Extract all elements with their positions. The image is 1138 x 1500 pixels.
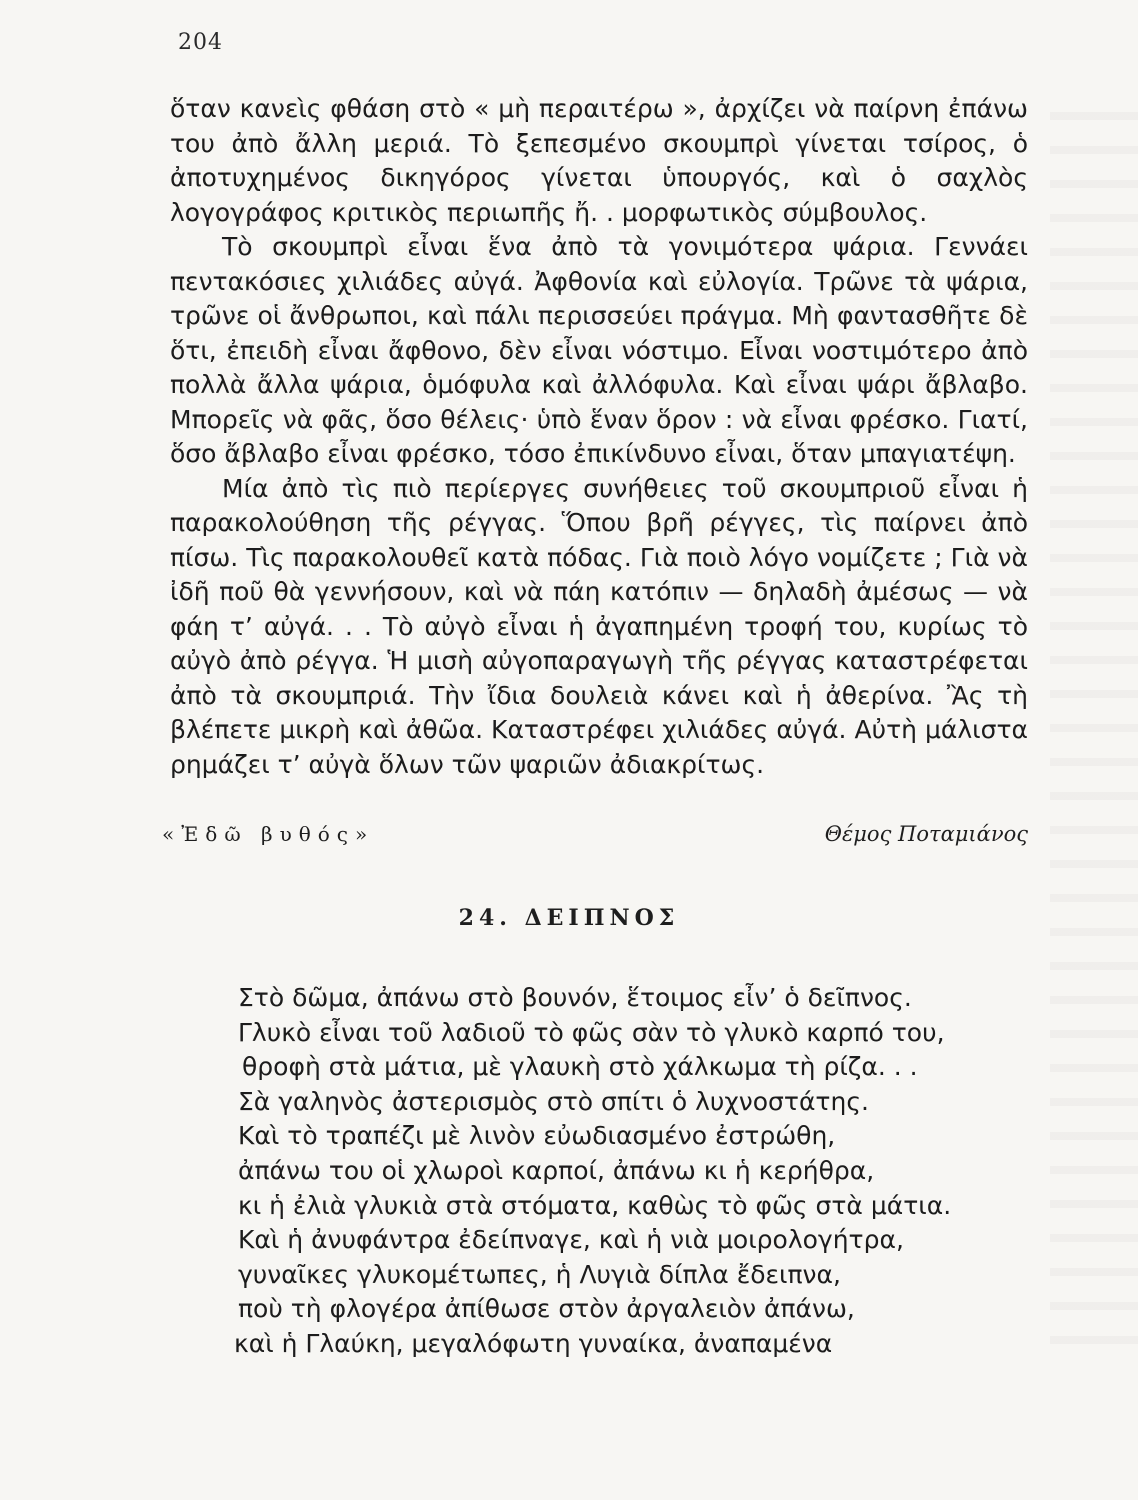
poem-line: Γλυκὸ εἶναι τοῦ λαδιοῦ τὸ φῶς σὰν τὸ γλυκὸ καρπό του, xyxy=(238,1017,945,1047)
poem-line: κι ἡ ἐλιὰ γλυκιὰ στὰ στόματα, καθὼς τὸ φῶς στὰ μάτια. xyxy=(238,1190,952,1220)
poem-line: γυναῖκες γλυκομέτωπες, ἡ Λυγιὰ δίπλα ἔδειπνα, xyxy=(238,1259,841,1289)
prose-passage xyxy=(170,92,1028,782)
paragraph-1: ὅταν κανεὶς φθάση στὸ « μὴ περαιτέρω », ἀρχίζει νὰ παίρνη ἐπάνω του ἀπὸ ἄλλη μεριά. Τὸ ξεπεσμένο σκουμπρὶ γίνεται τσίρος, ὁ ἀποτυχημένος δικηγόρος γίνεται ὑπουργός, καὶ ὁ σαχλὸς λογογράφος κριτικὸς περιωπῆς ἤ. . μορφωτικὸς σύμβουλος. xyxy=(170,94,1028,227)
poem-line: καὶ ἡ Γλαύκη, μεγαλόφωτη γυναίκα, ἀναπαμένα xyxy=(234,1328,833,1358)
paragraph-3: Μία ἀπὸ τὶς πιὸ περίεργες συνήθειες τοῦ σκουμπριοῦ εἶναι ἡ παρακολούθηση τῆς ρέγγας. Ὅπου βρῆ ρέγγες, τὶς παίρνει ἀπὸ πίσω. Τὶς παρακολουθεῖ κατὰ πόδας. Γιὰ ποιὸ λόγο νομίζετε ; Γιὰ νὰ ἰδῆ ποῦ θὰ γεννήσουν, καὶ νὰ πάη κατόπιν — δηλαδὴ ἀμέσως — νὰ φάη τ’ αὐγά. . . Τὸ αὐγὸ εἶναι ἡ ἀγαπημένη τροφή του, κυρίως τὸ αὐγὸ ἀπὸ ρέγγα. Ἡ μισὴ αὐγοπαραγωγὴ τῆς ρέγγας καταστρέφεται ἀπὸ τὰ σκουμπριά. Τὴν ἴδια δουλειὰ κάνει καὶ ἡ ἀθερίνα. Ἂς τὴ βλέπετε μικρὴ καὶ ἀθῶα. Καταστρέφει χιλιάδες αὐγά. Αὐτὴ μάλιστα ρημάζει τ’ αὐγὰ ὅλων τῶν ψαριῶν ἀδιακρίτως. xyxy=(170,473,1028,779)
paragraph-2: Τὸ σκουμπρὶ εἶναι ἕνα ἀπὸ τὰ γονιμότερα ψάρια. Γεννάει πεντακόσιες χιλιάδες αὐγά. Ἀφθονία καὶ εὐλογία. Τρῶνε τὰ ψάρια, τρῶνε οἱ ἄνθρωποι, καὶ πάλι περισσεύει πράγμα. Μὴ φαντασθῆτε δὲ ὅτι, ἐπειδὴ εἶναι ἄφθονο, δὲν εἶναι νόστιμο. Εἶναι νοστιμότερο ἀπὸ πολλὰ ἄλλα ψάρια, ὁμόφυλα καὶ ἀλλόφυλα. Καὶ εἶναι ψάρι ἄβλαβο. Μπορεῖς νὰ φᾶς, ὅσο θέλεις· ὑπὸ ἕναν ὅρον : νὰ εἶναι φρέσκο. Γιατί, ὅσο ἄβλαβο εἶναι φρέσκο, τόσο ἐπικίνδυνο εἶναι, ὅταν μπαγιατέψη. xyxy=(170,232,1028,468)
attribution xyxy=(162,822,1028,852)
attribution-author: Θέμος Ποταμιάνος xyxy=(824,822,1028,846)
poem-line: ἀπάνω του οἱ χλωροὶ καρποί, ἀπάνω κι ἡ κερήθρα, xyxy=(238,1155,875,1185)
page-number: 204 xyxy=(178,30,223,55)
bleed-through-texture xyxy=(1050,90,1138,1350)
section-heading: 24. ΔΕΙΠΝΟΣ xyxy=(458,905,680,931)
poem-line: Σὰ γαληνὸς ἀστερισμὸς στὸ σπίτι ὁ λυχνοστάτης. xyxy=(238,1086,869,1116)
poem-line: ποὺ τὴ φλογέρα ἀπίθωσε στὸν ἀργαλειὸν ἀπάνω, xyxy=(238,1294,855,1324)
attribution-source: «Ἐδῶ βυθός» xyxy=(162,822,375,846)
poem-line: Καὶ ἡ ἀνυφάντρα ἐδείπναγε, καὶ ἡ νιὰ μοιρολογήτρα, xyxy=(238,1225,904,1255)
poem-line: θροφὴ στὰ μάτια, μὲ γλαυκὴ στὸ χάλκωμα τὴ ρίζα. . . xyxy=(242,1052,918,1082)
poem xyxy=(234,981,1028,1362)
poem-line: Στὸ δῶμα, ἀπάνω στὸ βουνόν, ἕτοιμος εἶν’ ὁ δεῖπνος. xyxy=(238,983,912,1012)
poem-line: Καὶ τὸ τραπέζι μὲ λινὸν εὐωδιασμένο ἐστρώθη, xyxy=(238,1121,836,1151)
